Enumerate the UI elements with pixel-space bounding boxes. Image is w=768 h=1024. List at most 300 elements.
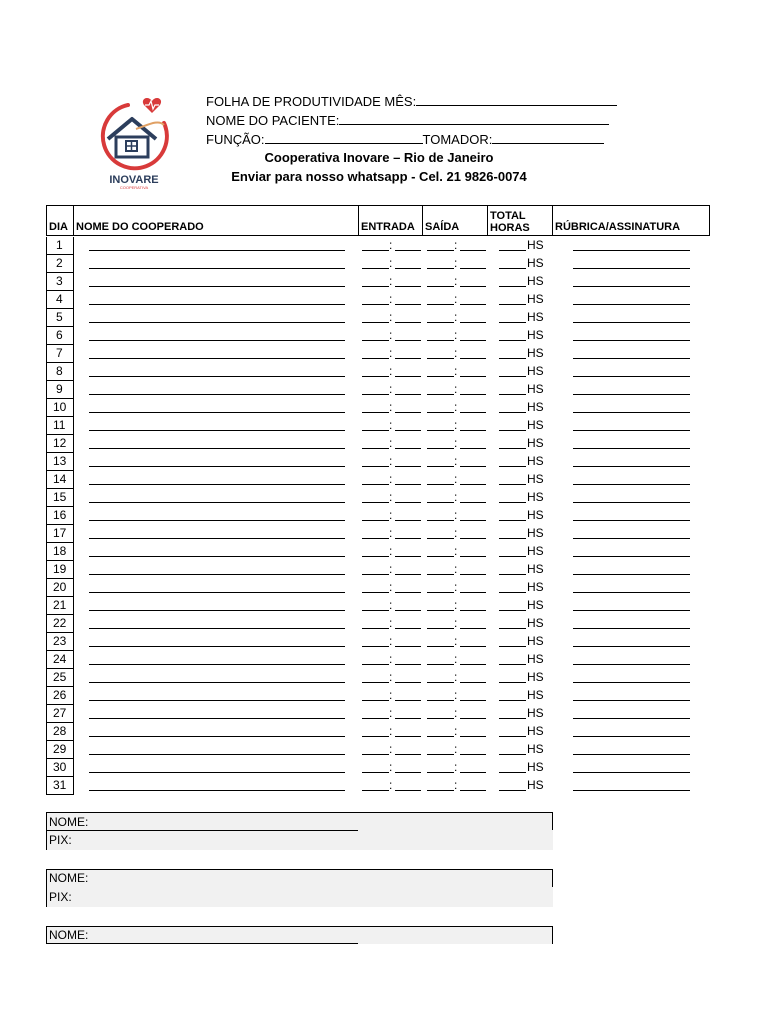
- entrada-hour-field[interactable]: [362, 376, 389, 377]
- entrada-colon: :: [389, 310, 393, 324]
- total-horas-field[interactable]: [499, 538, 526, 539]
- entrada-hour-field[interactable]: [362, 484, 389, 485]
- day-number: 30: [46, 759, 74, 777]
- day-number: 19: [46, 561, 74, 579]
- saida-minute-field[interactable]: [460, 268, 486, 269]
- entrada-minute-field[interactable]: [395, 376, 421, 377]
- entrada-minute-field[interactable]: [395, 718, 421, 719]
- assinatura-field[interactable]: [573, 556, 690, 557]
- entrada-hour-field[interactable]: [362, 250, 389, 251]
- nome-cooperado-field[interactable]: [89, 754, 345, 755]
- hours-suffix: HS: [527, 382, 544, 396]
- entrada-colon: :: [389, 490, 393, 504]
- saida-minute-field[interactable]: [460, 358, 486, 359]
- assinatura-field[interactable]: [573, 772, 690, 773]
- total-horas-field[interactable]: [499, 448, 526, 449]
- entrada-hour-field[interactable]: [362, 358, 389, 359]
- assinatura-field[interactable]: [573, 736, 690, 737]
- nome-cooperado-field[interactable]: [89, 538, 345, 539]
- saida-hour-field[interactable]: [427, 592, 454, 593]
- nome-cooperado-field[interactable]: [89, 250, 345, 251]
- nome-cooperado-field[interactable]: [89, 646, 345, 647]
- saida-minute-field[interactable]: [460, 772, 486, 773]
- total-horas-field[interactable]: [499, 340, 526, 341]
- funcao-label: FUNÇÃO:: [206, 132, 265, 147]
- table-row: [46, 309, 710, 327]
- total-horas-field[interactable]: [499, 430, 526, 431]
- saida-minute-field[interactable]: [460, 790, 486, 791]
- day-number: 17: [46, 525, 74, 543]
- entrada-colon: :: [389, 598, 393, 612]
- assinatura-field[interactable]: [573, 448, 690, 449]
- assinatura-field[interactable]: [573, 394, 690, 395]
- hours-suffix: HS: [527, 760, 544, 774]
- saida-colon: :: [454, 760, 458, 774]
- saida-hour-field[interactable]: [427, 322, 454, 323]
- entrada-minute-field[interactable]: [395, 394, 421, 395]
- day-number: 2: [46, 255, 74, 273]
- total-horas-field[interactable]: [499, 664, 526, 665]
- saida-minute-field[interactable]: [460, 628, 486, 629]
- saida-hour-field[interactable]: [427, 394, 454, 395]
- entrada-hour-field[interactable]: [362, 412, 389, 413]
- saida-minute-field[interactable]: [460, 718, 486, 719]
- total-horas-field[interactable]: [499, 700, 526, 701]
- saida-colon: :: [454, 400, 458, 414]
- entrada-colon: :: [389, 418, 393, 432]
- nome-cooperado-field[interactable]: [89, 358, 345, 359]
- entrada-hour-field[interactable]: [362, 736, 389, 737]
- entrada-colon: :: [389, 454, 393, 468]
- total-horas-field[interactable]: [499, 412, 526, 413]
- saida-colon: :: [454, 256, 458, 270]
- assinatura-field[interactable]: [573, 376, 690, 377]
- saida-minute-field[interactable]: [460, 250, 486, 251]
- saida-minute-field[interactable]: [460, 448, 486, 449]
- total-horas-field[interactable]: [499, 520, 526, 521]
- hours-suffix: HS: [527, 346, 544, 360]
- saida-hour-field[interactable]: [427, 718, 454, 719]
- nome-cooperado-field[interactable]: [89, 700, 345, 701]
- entrada-minute-field[interactable]: [395, 610, 421, 611]
- saida-colon: :: [454, 526, 458, 540]
- saida-hour-field[interactable]: [427, 790, 454, 791]
- mes-field[interactable]: [416, 94, 617, 106]
- nome-cooperado-field[interactable]: [89, 286, 345, 287]
- header-total-line2: HORAS: [490, 222, 530, 234]
- entrada-minute-field[interactable]: [395, 412, 421, 413]
- saida-colon: :: [454, 580, 458, 594]
- saida-minute-field[interactable]: [460, 754, 486, 755]
- nome-cooperado-field[interactable]: [89, 466, 345, 467]
- saida-hour-field[interactable]: [427, 502, 454, 503]
- saida-minute-field[interactable]: [460, 538, 486, 539]
- entrada-hour-field[interactable]: [362, 394, 389, 395]
- saida-minute-field[interactable]: [460, 664, 486, 665]
- entrada-minute-field[interactable]: [395, 736, 421, 737]
- cooperativa-title: Cooperativa Inovare – Rio de Janeiro: [264, 150, 494, 165]
- assinatura-field[interactable]: [573, 268, 690, 269]
- assinatura-field[interactable]: [573, 304, 690, 305]
- entrada-hour-field[interactable]: [362, 628, 389, 629]
- entrada-hour-field[interactable]: [362, 718, 389, 719]
- assinatura-field[interactable]: [573, 430, 690, 431]
- hours-suffix: HS: [527, 634, 544, 648]
- assinatura-field[interactable]: [573, 250, 690, 251]
- total-horas-field[interactable]: [499, 358, 526, 359]
- saida-hour-field[interactable]: [427, 412, 454, 413]
- entrada-hour-field[interactable]: [362, 790, 389, 791]
- entrada-hour-field[interactable]: [362, 322, 389, 323]
- day-number: 25: [46, 669, 74, 687]
- assinatura-field[interactable]: [573, 484, 690, 485]
- table-row: [46, 759, 710, 777]
- saida-minute-field[interactable]: [460, 430, 486, 431]
- entrada-minute-field[interactable]: [395, 520, 421, 521]
- saida-minute-field[interactable]: [460, 646, 486, 647]
- entrada-minute-field[interactable]: [395, 484, 421, 485]
- total-horas-field[interactable]: [499, 682, 526, 683]
- entrada-hour-field[interactable]: [362, 430, 389, 431]
- entrada-hour-field[interactable]: [362, 700, 389, 701]
- total-horas-field[interactable]: [499, 646, 526, 647]
- nome-cooperado-field[interactable]: [89, 790, 345, 791]
- saida-minute-field[interactable]: [460, 556, 486, 557]
- entrada-colon: :: [389, 724, 393, 738]
- saida-colon: :: [454, 238, 458, 252]
- entrada-hour-field[interactable]: [362, 448, 389, 449]
- saida-hour-field[interactable]: [427, 772, 454, 773]
- entrada-hour-field[interactable]: [362, 304, 389, 305]
- entrada-colon: :: [389, 706, 393, 720]
- paciente-field[interactable]: [339, 113, 609, 125]
- nome-cooperado-field[interactable]: [89, 736, 345, 737]
- day-number: 6: [46, 327, 74, 345]
- saida-hour-field[interactable]: [427, 610, 454, 611]
- total-horas-field[interactable]: [499, 628, 526, 629]
- hours-suffix: HS: [527, 778, 544, 792]
- day-number: 24: [46, 651, 74, 669]
- nome-cooperado-field[interactable]: [89, 718, 345, 719]
- saida-minute-field[interactable]: [460, 322, 486, 323]
- total-horas-field[interactable]: [499, 502, 526, 503]
- saida-hour-field[interactable]: [427, 628, 454, 629]
- nome-cooperado-field[interactable]: [89, 502, 345, 503]
- entrada-colon: :: [389, 670, 393, 684]
- assinatura-field[interactable]: [573, 682, 690, 683]
- assinatura-field[interactable]: [573, 610, 690, 611]
- saida-hour-field[interactable]: [427, 556, 454, 557]
- total-horas-field[interactable]: [499, 718, 526, 719]
- payment-1-pix-label: PIX:: [49, 833, 72, 847]
- saida-minute-field[interactable]: [460, 286, 486, 287]
- entrada-hour-field[interactable]: [362, 340, 389, 341]
- nome-cooperado-field[interactable]: [89, 394, 345, 395]
- saida-minute-field[interactable]: [460, 700, 486, 701]
- saida-minute-field[interactable]: [460, 682, 486, 683]
- table-row: [46, 489, 710, 507]
- hours-suffix: HS: [527, 706, 544, 720]
- header-nome-cooperado: NOME DO COOPERADO: [73, 205, 359, 236]
- total-horas-field[interactable]: [499, 304, 526, 305]
- entrada-minute-field[interactable]: [395, 502, 421, 503]
- entrada-minute-field[interactable]: [395, 340, 421, 341]
- saida-minute-field[interactable]: [460, 610, 486, 611]
- saida-colon: :: [454, 490, 458, 504]
- saida-hour-field[interactable]: [427, 268, 454, 269]
- saida-hour-field[interactable]: [427, 358, 454, 359]
- entrada-hour-field[interactable]: [362, 610, 389, 611]
- day-number: 22: [46, 615, 74, 633]
- assinatura-field[interactable]: [573, 754, 690, 755]
- payment-block-3: [46, 926, 553, 944]
- saida-colon: :: [454, 544, 458, 558]
- nome-cooperado-field[interactable]: [89, 484, 345, 485]
- nome-cooperado-field[interactable]: [89, 412, 345, 413]
- saida-hour-field[interactable]: [427, 340, 454, 341]
- nome-cooperado-field[interactable]: [89, 520, 345, 521]
- entrada-hour-field[interactable]: [362, 286, 389, 287]
- assinatura-field[interactable]: [573, 466, 690, 467]
- entrada-minute-field[interactable]: [395, 754, 421, 755]
- saida-minute-field[interactable]: [460, 592, 486, 593]
- assinatura-field[interactable]: [573, 502, 690, 503]
- nome-cooperado-field[interactable]: [89, 448, 345, 449]
- total-horas-field[interactable]: [499, 736, 526, 737]
- saida-minute-field[interactable]: [460, 520, 486, 521]
- entrada-hour-field[interactable]: [362, 574, 389, 575]
- assinatura-field[interactable]: [573, 340, 690, 341]
- table-row: [46, 543, 710, 561]
- entrada-minute-field[interactable]: [395, 322, 421, 323]
- logo-brand: INOVARE: [109, 174, 159, 186]
- entrada-hour-field[interactable]: [362, 538, 389, 539]
- header-total-line1: TOTAL: [490, 210, 526, 222]
- saida-hour-field[interactable]: [427, 682, 454, 683]
- entrada-minute-field[interactable]: [395, 538, 421, 539]
- entrada-minute-field[interactable]: [395, 286, 421, 287]
- hours-suffix: HS: [527, 400, 544, 414]
- saida-hour-field[interactable]: [427, 646, 454, 647]
- assinatura-field[interactable]: [573, 646, 690, 647]
- assinatura-field[interactable]: [573, 286, 690, 287]
- entrada-colon: :: [389, 400, 393, 414]
- saida-minute-field[interactable]: [460, 574, 486, 575]
- entrada-minute-field[interactable]: [395, 268, 421, 269]
- saida-hour-field[interactable]: [427, 754, 454, 755]
- saida-minute-field[interactable]: [460, 736, 486, 737]
- saida-minute-field[interactable]: [460, 502, 486, 503]
- entrada-minute-field[interactable]: [395, 250, 421, 251]
- entrada-hour-field[interactable]: [362, 754, 389, 755]
- inovare-logo: [88, 95, 180, 191]
- entrada-minute-field[interactable]: [395, 772, 421, 773]
- entrada-minute-field[interactable]: [395, 646, 421, 647]
- total-horas-field[interactable]: [499, 268, 526, 269]
- assinatura-field[interactable]: [573, 628, 690, 629]
- nome-cooperado-field[interactable]: [89, 610, 345, 611]
- entrada-hour-field[interactable]: [362, 682, 389, 683]
- hours-suffix: HS: [527, 526, 544, 540]
- saida-hour-field[interactable]: [427, 430, 454, 431]
- saida-colon: :: [454, 454, 458, 468]
- entrada-hour-field[interactable]: [362, 502, 389, 503]
- saida-minute-field[interactable]: [460, 394, 486, 395]
- paciente-line: [206, 113, 609, 129]
- nome-cooperado-field[interactable]: [89, 304, 345, 305]
- total-horas-field[interactable]: [499, 574, 526, 575]
- entrada-colon: :: [389, 328, 393, 342]
- saida-colon: :: [454, 688, 458, 702]
- entrada-hour-field[interactable]: [362, 268, 389, 269]
- saida-minute-field[interactable]: [460, 376, 486, 377]
- nome-cooperado-field[interactable]: [89, 664, 345, 665]
- hours-suffix: HS: [527, 742, 544, 756]
- assinatura-field[interactable]: [573, 412, 690, 413]
- nome-cooperado-field[interactable]: [89, 772, 345, 773]
- assinatura-field[interactable]: [573, 358, 690, 359]
- entrada-minute-field[interactable]: [395, 700, 421, 701]
- table-row: [46, 525, 710, 543]
- tomador-field[interactable]: [492, 132, 604, 144]
- saida-hour-field[interactable]: [427, 538, 454, 539]
- nome-cooperado-field[interactable]: [89, 556, 345, 557]
- assinatura-field[interactable]: [573, 718, 690, 719]
- total-horas-field[interactable]: [499, 394, 526, 395]
- day-number: 10: [46, 399, 74, 417]
- total-horas-field[interactable]: [499, 250, 526, 251]
- total-horas-field[interactable]: [499, 484, 526, 485]
- entrada-hour-field[interactable]: [362, 592, 389, 593]
- assinatura-field[interactable]: [573, 574, 690, 575]
- entrada-minute-field[interactable]: [395, 574, 421, 575]
- entrada-hour-field[interactable]: [362, 520, 389, 521]
- funcao-field[interactable]: [265, 132, 423, 144]
- table-row: [46, 345, 710, 363]
- entrada-colon: :: [389, 382, 393, 396]
- hours-suffix: HS: [527, 472, 544, 486]
- day-number: 9: [46, 381, 74, 399]
- entrada-colon: :: [389, 472, 393, 486]
- saida-colon: :: [454, 328, 458, 342]
- day-number: 28: [46, 723, 74, 741]
- assinatura-field[interactable]: [573, 520, 690, 521]
- saida-hour-field[interactable]: [427, 520, 454, 521]
- assinatura-field[interactable]: [573, 700, 690, 701]
- saida-minute-field[interactable]: [460, 340, 486, 341]
- entrada-hour-field[interactable]: [362, 556, 389, 557]
- saida-colon: :: [454, 634, 458, 648]
- total-horas-field[interactable]: [499, 376, 526, 377]
- nome-cooperado-field[interactable]: [89, 376, 345, 377]
- hours-suffix: HS: [527, 598, 544, 612]
- entrada-minute-field[interactable]: [395, 664, 421, 665]
- nome-cooperado-field[interactable]: [89, 682, 345, 683]
- entrada-minute-field[interactable]: [395, 430, 421, 431]
- assinatura-field[interactable]: [573, 538, 690, 539]
- assinatura-field[interactable]: [573, 592, 690, 593]
- saida-hour-field[interactable]: [427, 664, 454, 665]
- saida-hour-field[interactable]: [427, 700, 454, 701]
- saida-colon: :: [454, 598, 458, 612]
- table-row: [46, 615, 710, 633]
- total-horas-field[interactable]: [499, 772, 526, 773]
- entrada-colon: :: [389, 562, 393, 576]
- nome-cooperado-field[interactable]: [89, 592, 345, 593]
- saida-hour-field[interactable]: [427, 286, 454, 287]
- total-horas-field[interactable]: [499, 286, 526, 287]
- hours-suffix: HS: [527, 616, 544, 630]
- entrada-minute-field[interactable]: [395, 304, 421, 305]
- day-number: 5: [46, 309, 74, 327]
- day-number: 3: [46, 273, 74, 291]
- saida-hour-field[interactable]: [427, 448, 454, 449]
- total-horas-field[interactable]: [499, 322, 526, 323]
- saida-hour-field[interactable]: [427, 304, 454, 305]
- entrada-minute-field[interactable]: [395, 358, 421, 359]
- total-horas-field[interactable]: [499, 592, 526, 593]
- entrada-minute-field[interactable]: [395, 682, 421, 683]
- entrada-colon: :: [389, 292, 393, 306]
- saida-minute-field[interactable]: [460, 484, 486, 485]
- saida-colon: :: [454, 364, 458, 378]
- entrada-hour-field[interactable]: [362, 466, 389, 467]
- saida-hour-field[interactable]: [427, 250, 454, 251]
- saida-hour-field[interactable]: [427, 574, 454, 575]
- table-row: [46, 471, 710, 489]
- saida-hour-field[interactable]: [427, 466, 454, 467]
- hours-suffix: HS: [527, 454, 544, 468]
- nome-cooperado-field[interactable]: [89, 322, 345, 323]
- nome-cooperado-field[interactable]: [89, 574, 345, 575]
- entrada-colon: :: [389, 580, 393, 594]
- entrada-minute-field[interactable]: [395, 628, 421, 629]
- saida-colon: :: [454, 274, 458, 288]
- saida-hour-field[interactable]: [427, 376, 454, 377]
- total-horas-field[interactable]: [499, 754, 526, 755]
- saida-hour-field[interactable]: [427, 484, 454, 485]
- nome-cooperado-field[interactable]: [89, 268, 345, 269]
- entrada-minute-field[interactable]: [395, 790, 421, 791]
- saida-hour-field[interactable]: [427, 736, 454, 737]
- entrada-minute-field[interactable]: [395, 556, 421, 557]
- assinatura-field[interactable]: [573, 664, 690, 665]
- assinatura-field[interactable]: [573, 790, 690, 791]
- entrada-minute-field[interactable]: [395, 466, 421, 467]
- total-horas-field[interactable]: [499, 610, 526, 611]
- nome-cooperado-field[interactable]: [89, 628, 345, 629]
- nome-cooperado-field[interactable]: [89, 430, 345, 431]
- entrada-hour-field[interactable]: [362, 664, 389, 665]
- entrada-hour-field[interactable]: [362, 646, 389, 647]
- saida-minute-field[interactable]: [460, 466, 486, 467]
- saida-colon: :: [454, 778, 458, 792]
- total-horas-field[interactable]: [499, 556, 526, 557]
- total-horas-field[interactable]: [499, 790, 526, 791]
- entrada-minute-field[interactable]: [395, 448, 421, 449]
- header-entrada: ENTRADA: [358, 205, 423, 236]
- entrada-minute-field[interactable]: [395, 592, 421, 593]
- total-horas-field[interactable]: [499, 466, 526, 467]
- nome-cooperado-field[interactable]: [89, 340, 345, 341]
- entrada-hour-field[interactable]: [362, 772, 389, 773]
- saida-colon: :: [454, 418, 458, 432]
- saida-minute-field[interactable]: [460, 304, 486, 305]
- entrada-colon: :: [389, 652, 393, 666]
- hours-suffix: HS: [527, 238, 544, 252]
- saida-minute-field[interactable]: [460, 412, 486, 413]
- assinatura-field[interactable]: [573, 322, 690, 323]
